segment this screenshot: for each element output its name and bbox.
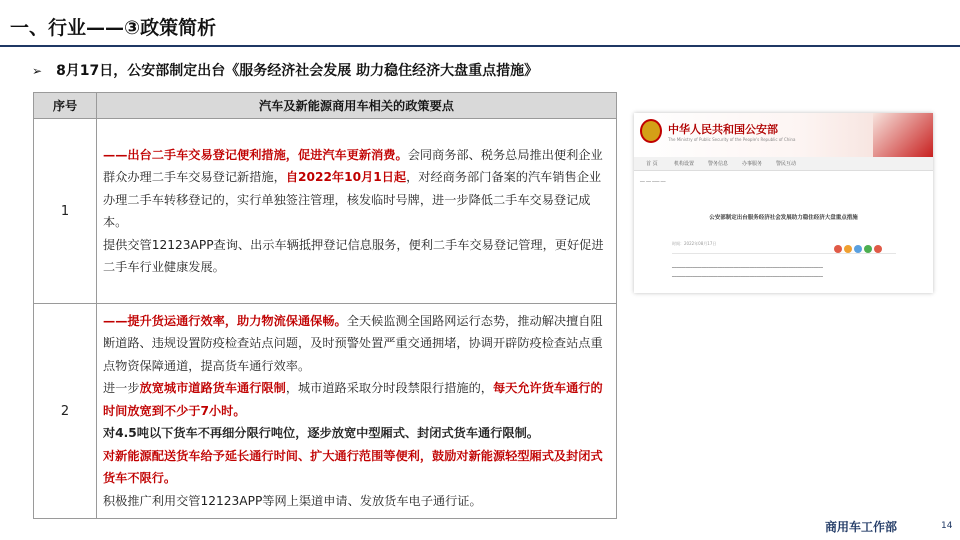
nav-item: 办事服务 bbox=[742, 161, 763, 167]
share-icon bbox=[874, 245, 882, 253]
row-content bbox=[97, 304, 617, 519]
nav-item: 首 页 bbox=[646, 161, 658, 167]
site-title: 中华人民共和国公安部 bbox=[668, 123, 778, 136]
national-emblem-icon bbox=[640, 119, 662, 143]
article-date: 时间：2022年08月17日 bbox=[672, 241, 717, 246]
arrow-bullet-icon: ➢ bbox=[32, 64, 43, 78]
row2-paragraph-4: 对新能源配送货车给予延长通行时间、扩大通行范围等便利，鼓励对新能源轻型厢式及封闭式货车不限行。 bbox=[103, 448, 603, 486]
page-title: 一、行业——③政策简析 bbox=[10, 17, 217, 39]
row2-paragraph-2 bbox=[103, 377, 604, 422]
nav-item: 机构设置 bbox=[674, 161, 695, 167]
col-header-no: 序号 bbox=[34, 93, 97, 119]
col-header-content: 汽车及新能源商用车相关的政策要点 bbox=[97, 93, 617, 119]
body-text: ，对经商务部门备案的汽车销售企业办理二手车转移登记的，实行单独签注管理，核发临时号牌，进一步降低二手车交易登记成本。 bbox=[103, 170, 602, 229]
site-subtitle: The Ministry of Public Security of the People's Republic of China bbox=[668, 137, 796, 142]
row-content bbox=[97, 119, 617, 304]
row1-paragraph-2: 提供交管12123APP查询、出示车辆抵押登记信息服务，便利二手车交易登记管理，更好促进二手车行业健康发展。 bbox=[103, 237, 604, 274]
share-icon bbox=[864, 245, 872, 253]
breadcrumb: ━━ ━━ ━━━ ━━ bbox=[640, 179, 666, 184]
body-text: 进一步 bbox=[103, 381, 140, 396]
body-text: 全天候监测全国路网运行态势，推动解决擅自阻断道路、违规设置防疫检查站点问题，及时预警处置严重交通拥堵，协调开辟防疫检查站点重点物资保障通道，提高货车通行效率。 bbox=[103, 313, 603, 373]
bullet-text: 8月17日，公安部制定出台《服务经济社会发展 助力稳住经济大盘重点措施》 bbox=[56, 63, 539, 79]
row1-paragraph-1 bbox=[103, 144, 604, 234]
table-row bbox=[34, 119, 617, 304]
article-divider bbox=[672, 253, 896, 254]
share-icon bbox=[834, 245, 842, 253]
page-number: 14 bbox=[941, 521, 953, 531]
share-icons bbox=[834, 238, 884, 257]
nav-item: 警民互动 bbox=[776, 161, 797, 167]
row2-paragraph-1 bbox=[103, 310, 604, 378]
footer-department: 商用车工作部 bbox=[825, 520, 898, 534]
highlight-text: 放宽城市道路货车通行限制 bbox=[139, 381, 286, 396]
body-text: 会同商务部、税务总局推出便利企业群众办理二手车交易登记新措施， bbox=[103, 147, 603, 184]
nav-item: 警务信息 bbox=[708, 161, 729, 167]
highlight-text: ——出台二手车交易登记便利措施，促进汽车更新消费。 bbox=[103, 147, 408, 162]
article-body-lines: ━━━━━━━━━━━━━━━━━━━━━━━━━━━━━━━━━━━━━━━━━━━━━━━━━━━━━━━━━━━━━━━━━━ ━━━━━━━━━━━━━━━━━━━━━━━━━━━━━━━━━━━━━━━━━━━━━━━━━━━━━━━━━━━━━━━━━━ bbox=[672, 265, 823, 279]
table-header-row bbox=[34, 93, 617, 119]
bullet-headline bbox=[32, 60, 538, 80]
ministry-website-screenshot bbox=[634, 113, 933, 293]
body-text: ，城市道路采取分时段禁限行措施的， bbox=[285, 381, 493, 396]
highlight-text: 自2022年10月1日起 bbox=[285, 170, 407, 184]
policy-table bbox=[33, 92, 617, 519]
highlight-text: ——提升货运通行效率，助力物流保通保畅。 bbox=[103, 313, 347, 328]
corner-mark bbox=[948, 0, 960, 45]
row-number: 2 bbox=[34, 304, 97, 519]
share-icon bbox=[854, 245, 862, 253]
highlight-text: 每天允许货车通行的时间放宽到不少于7小时。 bbox=[103, 381, 603, 418]
flag-decoration bbox=[873, 113, 933, 157]
row2-paragraph-3: 对4.5吨以下货车不再细分限行吨位，逐步放宽中型厢式、封闭式货车通行限制。 bbox=[103, 426, 539, 441]
row-number: 1 bbox=[34, 119, 97, 304]
row2-paragraph-5: 积极推广利用交管12123APP等网上渠道申请、发放货车电子通行证。 bbox=[103, 493, 482, 508]
site-nav bbox=[634, 157, 933, 171]
table-row bbox=[34, 304, 617, 519]
title-divider bbox=[0, 45, 960, 47]
share-icon bbox=[844, 245, 852, 253]
article-heading: 公安部制定出台服务经济社会发展助力稳住经济大盘重点措施 bbox=[709, 215, 858, 221]
site-header bbox=[634, 113, 933, 157]
